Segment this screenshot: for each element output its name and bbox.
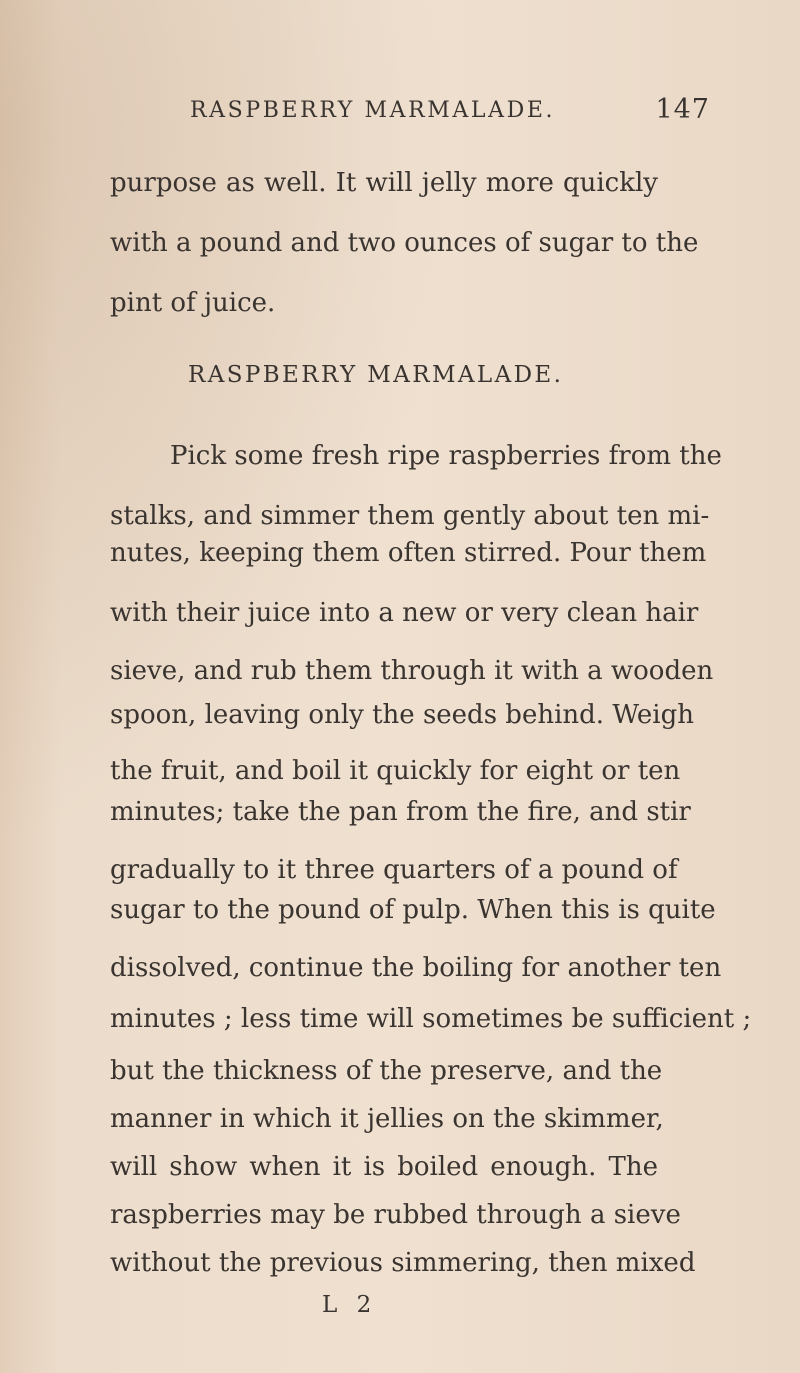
text-line: purpose as well. It will jelly more quickly xyxy=(110,168,658,198)
section-heading: RASPBERRY MARMALADE. xyxy=(188,362,564,388)
text-line: Pick some fresh ripe raspberries from the xyxy=(170,441,722,471)
text-line: manner in which it jellies on the skimmer, xyxy=(110,1104,664,1134)
signature-mark: L 2 xyxy=(322,1292,378,1318)
text-line: with their juice into a new or very clean hair xyxy=(110,598,699,628)
text-line: the fruit, and boil it quickly for eight or ten xyxy=(110,756,681,786)
text-line: will show when it is boiled enough. The xyxy=(110,1152,658,1182)
text-line: stalks, and simmer them gently about ten mi- xyxy=(110,501,710,531)
text-line: dissolved, continue the boiling for another ten xyxy=(110,953,722,983)
text-line: raspberries may be rubbed through a sieve xyxy=(110,1200,681,1230)
text-line: minutes ; less time will sometimes be sufficient ; xyxy=(110,1004,752,1034)
text-line: pint of juice. xyxy=(110,288,276,318)
text-line: gradually to it three quarters of a pound of xyxy=(110,855,678,885)
text-line: but the thickness of the preserve, and the xyxy=(110,1056,663,1086)
text-line: sieve, and rub them through it with a wooden xyxy=(110,656,714,686)
text-line: without the previous simmering, then mixed xyxy=(110,1248,696,1278)
running-head xyxy=(190,94,710,138)
page-number: 147 xyxy=(655,94,710,125)
text-line: sugar to the pound of pulp. When this is quite xyxy=(110,895,716,925)
running-head-title: RASPBERRY MARMALADE. xyxy=(190,98,556,123)
text-line: with a pound and two ounces of sugar to the xyxy=(110,228,699,258)
text-line: nutes, keeping them often stirred. Pour them xyxy=(110,538,707,568)
text-line: minutes; take the pan from the fire, and stir xyxy=(110,797,691,827)
text-line: spoon, leaving only the seeds behind. Weigh xyxy=(110,700,695,730)
